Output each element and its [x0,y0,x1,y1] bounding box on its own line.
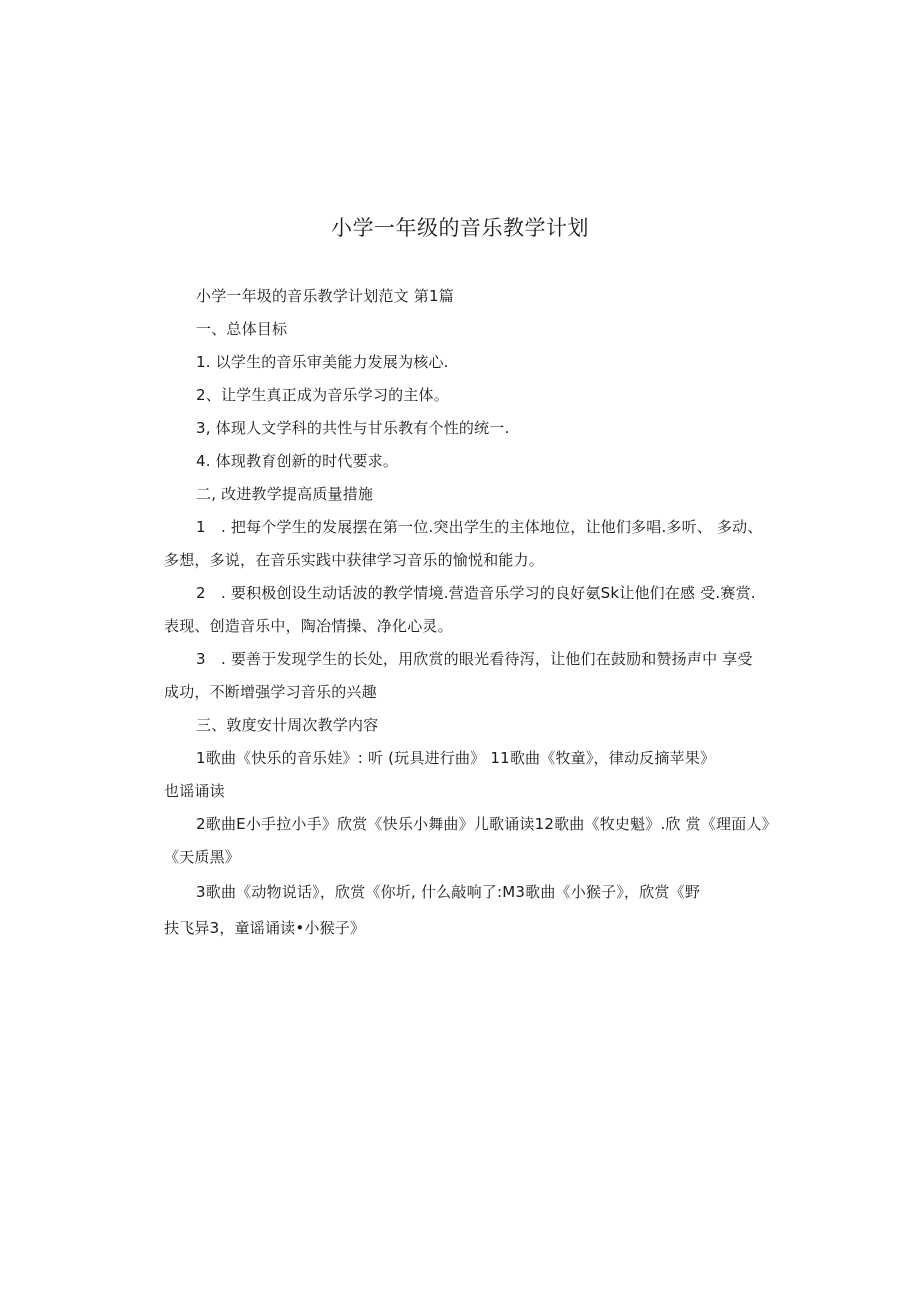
subtitle-line: 小学一年圾的音乐教学计划范文 第1篇 [196,287,454,305]
measure-item-2: 2 . 要积极创设生动话波的教学情境.营造音乐学习的良好氨Sk让他们在感 受.赛赏. [196,584,756,602]
content-item-3: 3歌曲《动物说话》，欣赏《你圻, 什么敲响了:M3歌曲《小猴子》，欣赏《野 [196,883,701,901]
measure-item-3: 3 . 要善于发现学生的长处，用欣赏的眼光看待泻，让他们在鼓励和赞扬声中 享受 [196,650,753,668]
section-heading-3: 三、敦度安卄周次教学内容 [196,716,379,734]
measure-item-3-cont: 成功，不断增强学习音乐的兴趣 [164,683,377,701]
document-title: 小学一年级的音乐教学计划 [331,216,589,240]
section-heading-1: 一、总体目标 [196,320,288,338]
section-heading-2: 二, 改进教学提高质量措施 [196,485,374,503]
goal-item-4: 4. 体现教育创新的时代要求。 [196,452,399,470]
goal-item-1: 1. 以学生的音乐审美能力发展为核心. [196,353,449,371]
goal-item-2: 2、让学生真正成为音乐学习的主体。 [196,386,449,404]
measure-item-1-cont: 多想，多说，在音乐实践中获律学习音乐的愉悦和能力。 [164,551,545,569]
measure-item-2-cont: 表现、创造音乐中，陶冶情操、净化心灵。 [164,617,453,635]
content-item-1-cont: 也谣诵读 [164,782,225,800]
content-item-3-cont: 扶飞异3，童谣诵读•小猴子》 [164,919,366,937]
goal-item-3: 3, 体现人文学科的共性与甘乐教有个性的统一. [196,419,510,437]
measure-item-1: 1 . 把每个学生的发展摆在第一位.突出学生的主体地位，让他们多唱.多听、 多动、 [196,518,763,536]
content-item-2-cont: 《天质黑》 [164,848,241,866]
content-item-1: 1歌曲《快乐的音乐娃》: 听 (玩具进行曲》 11歌曲《牧童》，律动反摘苹果》 [196,749,716,767]
content-item-2: 2歌曲E小手拉小手》欣赏《快乐小舞曲》儿歌诵读12歌曲《牧史魁》.欣 赏《理面人》 [196,815,777,833]
